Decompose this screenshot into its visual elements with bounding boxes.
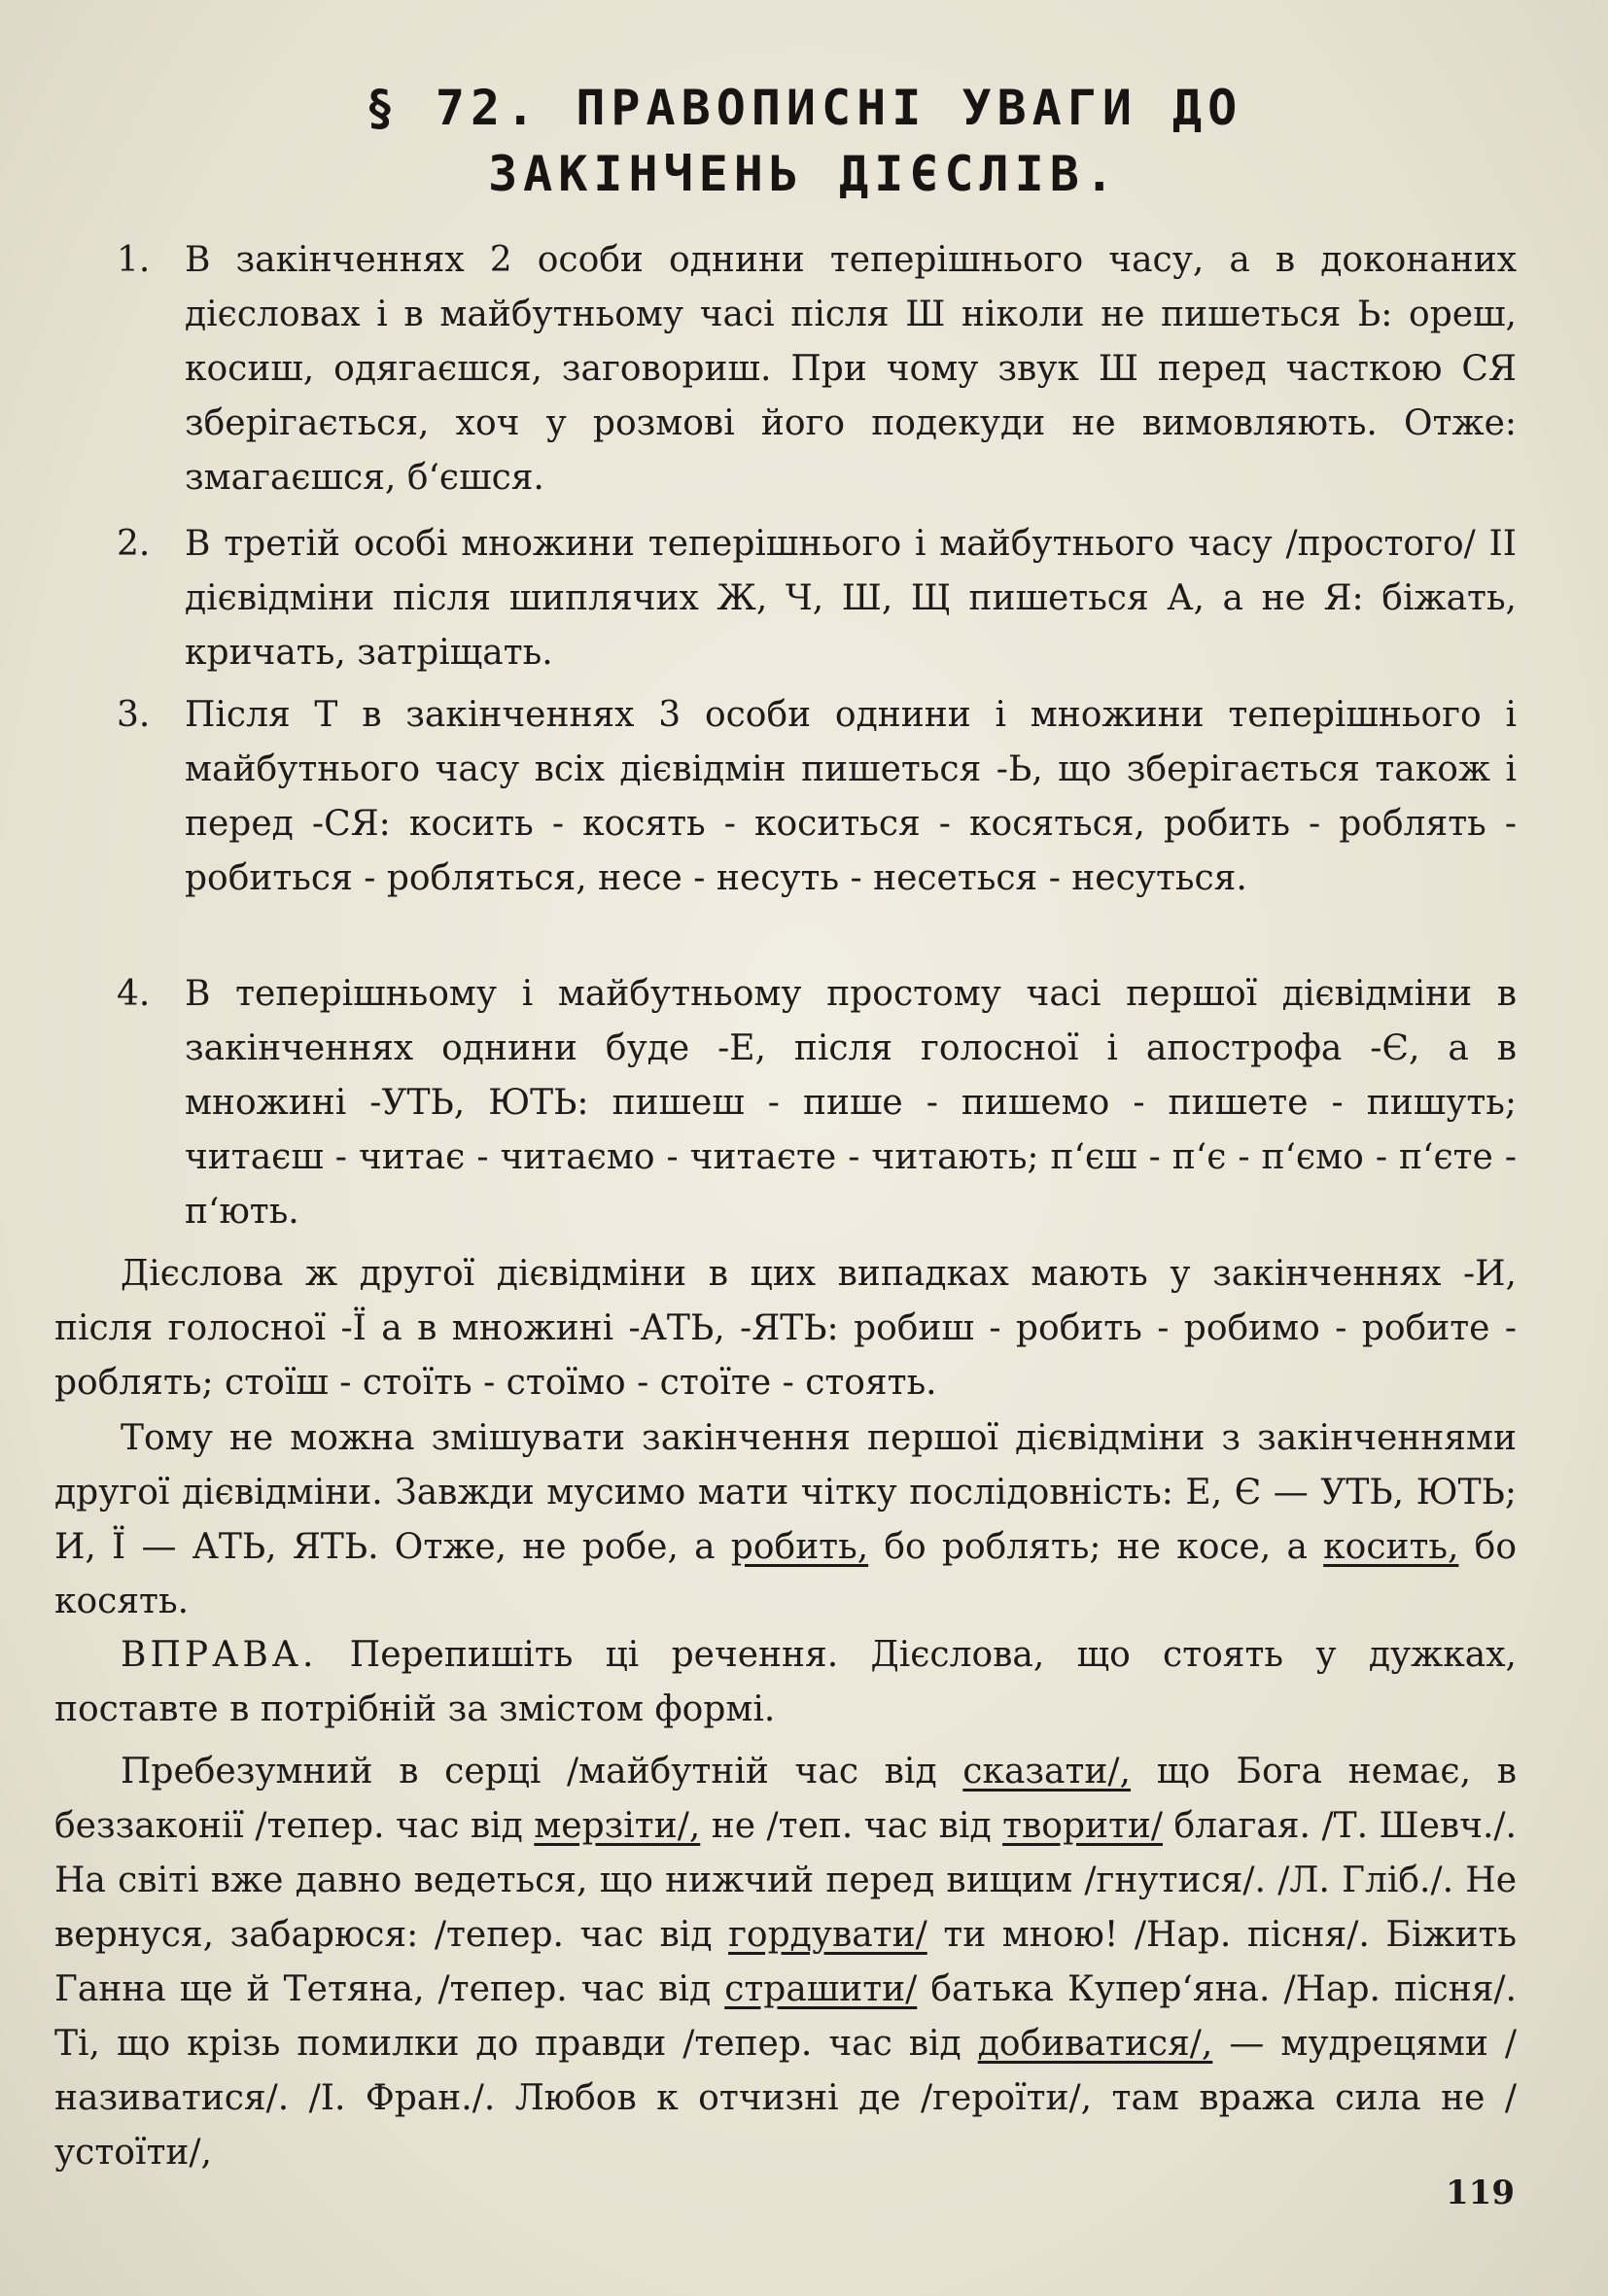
rule-number: 2.	[117, 524, 151, 564]
underlined-word: робить,	[730, 1527, 869, 1567]
rule-item-4	[117, 967, 1517, 1239]
sequence-text: бо роблять; не косе, а	[868, 1527, 1324, 1567]
rule-text: В третій особі множини теперішнього і майбутнього часу /простого/ II дієвідміни після шиплячих Ж, Ч, Ш, Щ пишеться А, а не Я: біжать, кричать, затріщать.	[185, 524, 1517, 673]
rule-text: В теперішньому і майбутньому простому часі першої дієвідміни в закінченнях однини буде -Е, після голосної і апострофа -Є, а в множині -УТЬ, ЮТЬ: пишеш - пише - пишемо - пишете - пишуть; читаєш - читає - читаємо - читаєте - читають; п‘єш - п‘є - п‘ємо - п‘єте - п‘ють.	[185, 974, 1517, 1232]
section-heading-line-2: ЗАКІНЧЕНЬ ДІЄСЛІВ.	[488, 146, 1120, 202]
sequence-text: бо косять.	[54, 1527, 1517, 1621]
underlined-verb: мерзіти/,	[534, 1806, 701, 1846]
rule-number: 1.	[117, 240, 151, 280]
sentence-text: батька Купер‘яна. /Нар. пісня/. Ті, що крізь помилки до правди /тепер. час від	[54, 1969, 1517, 2064]
section-heading-line-1: § 72. ПРАВОПИСНІ УВАГИ ДО	[365, 80, 1243, 136]
sentence-text: ти мною! /Нар. пісня/. Біжить Ганна ще й Тетяна, /тепер. час від	[54, 1915, 1517, 2009]
sentence-text: — мудрецями /називатися/. /І. Фран./. Любов к отчизні де /героїти/, там вража сила не /устоїти/,	[54, 2024, 1518, 2173]
page-number: 119	[1446, 2174, 1515, 2212]
underlined-word: косить,	[1323, 1527, 1459, 1567]
rule-text: В закінченнях 2 особи однини теперішнього часу, а в доконаних дієсловах і в майбутньому часі після Ш ніколи не пишеться Ь: ореш, косиш, одягаєшся, заговориш. При чому звук Ш перед часткою СЯ зберігається, хоч у розмові його подекуди не вимовляють. Отже: змагаєшся, б‘єшся.	[185, 240, 1517, 498]
rule-number: 3.	[117, 695, 151, 735]
exercise-instruction: Перепишіть ці речення. Дієслова, що стоять у дужках, поставте в потрібній за змістом формі.	[54, 1635, 1517, 1729]
rule-item-2	[117, 517, 1517, 680]
rule-text: Після Т в закінченнях 3 особи однини і множини теперішнього і майбутнього часу всіх дієвідмін пишеться -Ь, що зберігається також і перед -СЯ: косить - косять - коситься - косяться, робить - роблять - робиться - робляться, несе - несуть - несеться - несуться.	[185, 695, 1517, 898]
sequence-paragraph	[54, 1411, 1517, 1629]
sentence-text: не /теп. час від	[700, 1806, 1003, 1846]
rule-item-1	[117, 233, 1517, 505]
underlined-verb: гордувати/	[728, 1915, 927, 1955]
second-conjugation-paragraph: Дієслова ж другої дієвідміни в цих випадках мають у закінченнях -И, після голосної -Ї а в множині -АТЬ, -ЯТЬ: робиш - робить - робимо - робите - роблять; стоїш - стоїть - стоїмо - стоїте - стоять.	[54, 1254, 1517, 1403]
sentence-text: Пребезумний в серці /майбутній час від	[121, 1752, 963, 1792]
underlined-verb: страшити/	[724, 1969, 918, 2009]
sequence-text: Тому не можна змішувати закінчення першої дієвідміни з закінченнями другої дієвідміни. Завжди мусимо мати чітку послідовність: Е, Є — УТЬ, ЮТЬ; И, Ї — АТЬ, ЯТЬ. Отже, не робе, а	[54, 1418, 1517, 1567]
rule-number: 4.	[117, 974, 151, 1014]
underlined-verb: сказати/,	[962, 1752, 1132, 1792]
underlined-verb: творити/	[1002, 1806, 1164, 1846]
rule-item-3	[117, 688, 1517, 906]
sentence-text: благая. /Т. Шевч./. На світі вже давно ведеться, що нижчий перед вищим /гнутися/. /Л. Гліб./. Не вернуся, забарюся: /тепер. час від	[54, 1806, 1517, 1955]
sentence-text: що Бога немає, в беззаконії /тепер. час від	[54, 1752, 1517, 1846]
exercise-label: ВПРАВА.	[121, 1635, 318, 1675]
exercise-paragraph	[54, 1628, 1517, 1737]
underlined-verb: добиватися/,	[977, 2024, 1213, 2064]
exercise-sentences	[54, 1745, 1517, 2180]
